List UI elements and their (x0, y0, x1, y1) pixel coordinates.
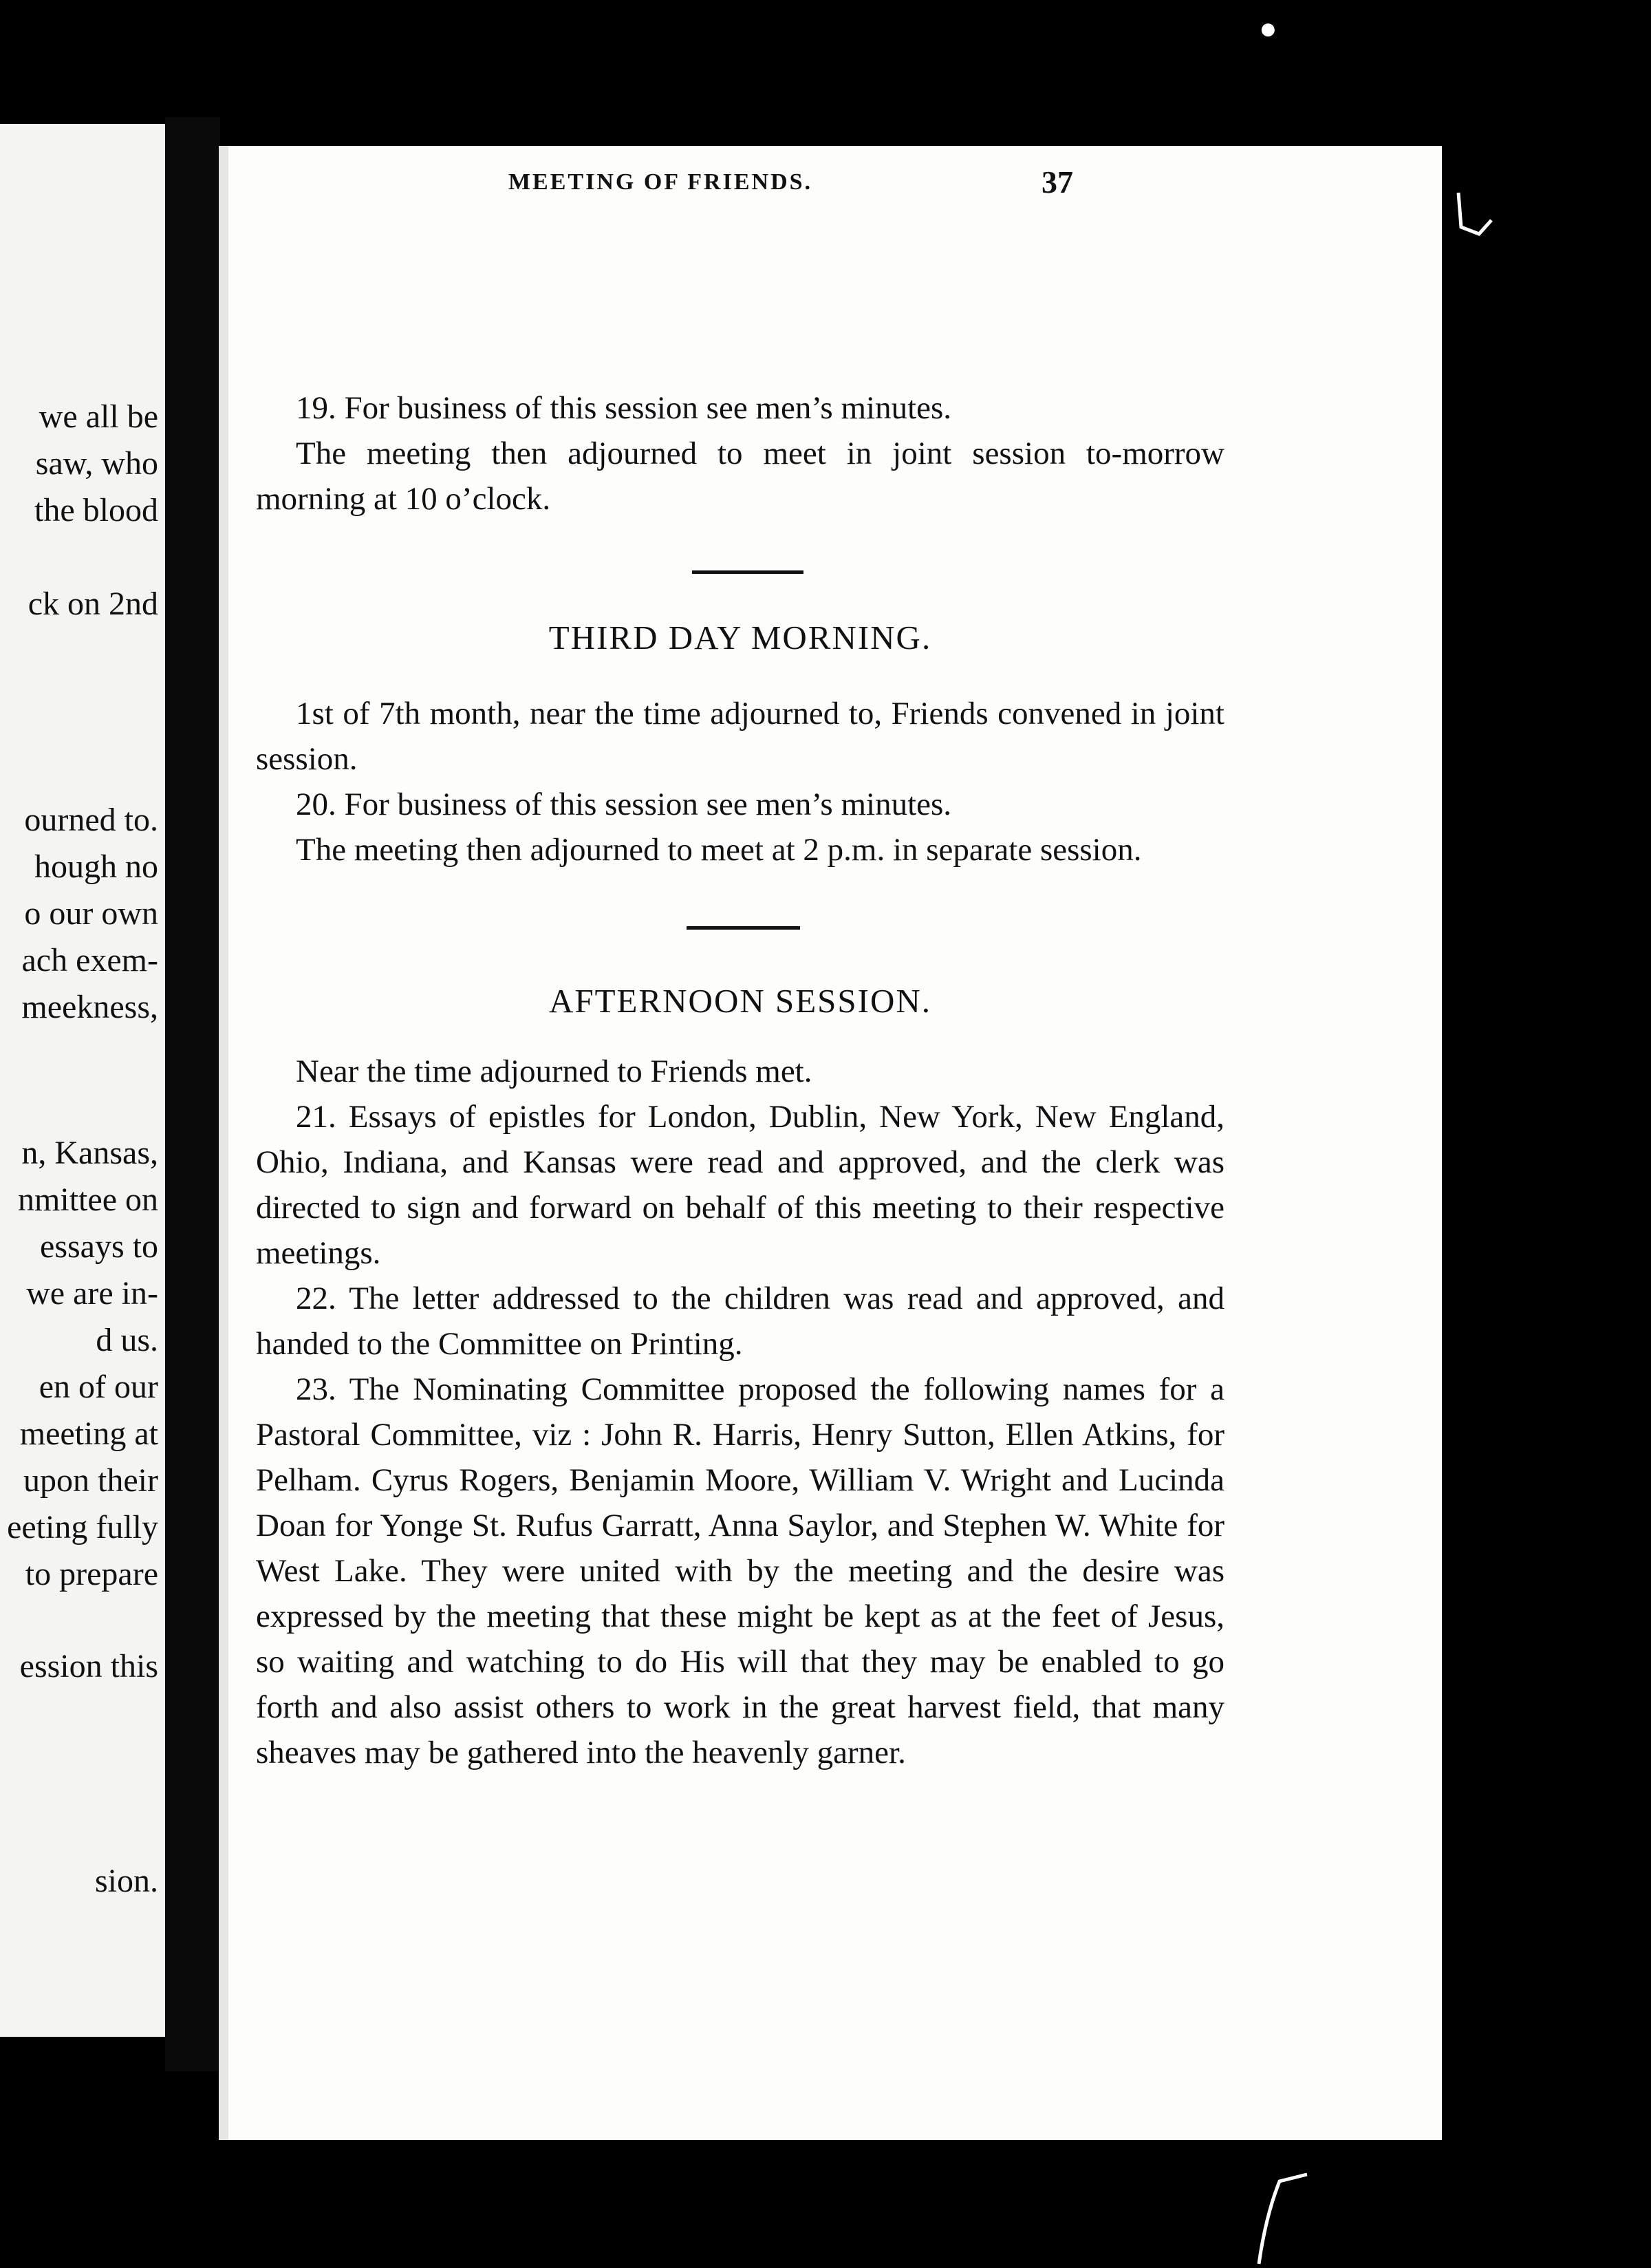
left-page-line: ck on 2nd (28, 586, 158, 622)
left-page-line: eeting fully (7, 1509, 158, 1545)
afternoon-paragraphs (256, 1049, 1224, 1775)
left-page-line: ach exem- (21, 942, 158, 978)
paragraph: Near the time adjourned to Friends met. (296, 1053, 812, 1089)
left-page-line: ession this (19, 1648, 158, 1684)
section-heading: AFTERNOON SESSION. (548, 982, 931, 1020)
left-page-line: sion. (94, 1863, 158, 1899)
left-page-line: upon their (23, 1462, 158, 1499)
paragraph: 19. For business of this session see men’s minutes. (296, 390, 952, 426)
left-page-line: hough no (34, 848, 158, 885)
left-page-line: the blood (34, 492, 158, 528)
page-number: 37 (1042, 164, 1073, 200)
left-page-line: meekness, (21, 989, 158, 1025)
left-page-line: to prepare (25, 1556, 158, 1592)
left-page-line: d us. (96, 1322, 158, 1358)
paragraph: 23. The Nominating Committee proposed the following names for a Pastoral Committee, viz : John R. Harris, Henry Sutton, Ellen Atkins, for Pelham. Cyrus Rogers, Benjamin Moore, William V. Wright and Lucinda Doan for Yonge St. Rufus Garratt, Anna Saylor, and Stephen W. White for West Lake. They were united with by the meeting and the desire was expressed by the meeting that these might be kept as at the feet of Jesus, so waiting and watching to do His will that they may be enabled to go forth and also assist others to work in the great harvest field, that many sheaves may be gathered into the heavenly garner. (256, 1371, 1224, 1770)
film-scratch-mark (1231, 2168, 1321, 2268)
left-page-line: nmittee on (18, 1181, 158, 1218)
section-heading: THIRD DAY MORNING. (548, 619, 932, 656)
paragraph: 22. The letter addressed to the children was read and approved, and handed to the Committee on Printing. (256, 1281, 1224, 1362)
left-page-line: ourned to. (24, 802, 158, 838)
paragraph: The meeting then adjourned to meet at 2 p.m. in separate session. (296, 832, 1142, 868)
left-page-line: saw, who (35, 445, 158, 482)
left-page-line: n, Kansas, (21, 1135, 158, 1171)
left-page-line: we all be (39, 398, 158, 435)
left-page-line: we are in- (26, 1275, 158, 1312)
section-divider (687, 926, 800, 930)
paragraph: 21. Essays of epistles for London, Dublin, New York, New England, Ohio, Indiana, and Kansas were read and approved, and the clerk was directed to sign and forward on behalf of this meeting to their respective meetings. (256, 1099, 1224, 1271)
left-page-line: o our own (24, 895, 158, 932)
section-divider (692, 570, 803, 574)
paragraph: 20. For business of this session see men’s minutes. (296, 787, 952, 822)
paragraph: 1st of 7th month, near the time adjourned to, Friends convened in joint session. (256, 696, 1224, 777)
third-day-paragraphs (256, 691, 1224, 873)
book-gutter (165, 117, 220, 2071)
paragraph: The meeting then adjourned to meet in joint session to-morrow morning at 10 o’clock. (256, 436, 1224, 517)
running-title: MEETING OF FRIENDS. (508, 169, 813, 195)
film-speck: ● (1259, 12, 1277, 45)
left-page-line: en of our (39, 1369, 158, 1405)
left-facing-page (0, 124, 165, 2037)
left-page-line: meeting at (19, 1415, 158, 1452)
left-page-line: essays to (40, 1228, 158, 1265)
opening-paragraphs (256, 385, 1224, 522)
film-scratch-mark (1452, 186, 1513, 261)
